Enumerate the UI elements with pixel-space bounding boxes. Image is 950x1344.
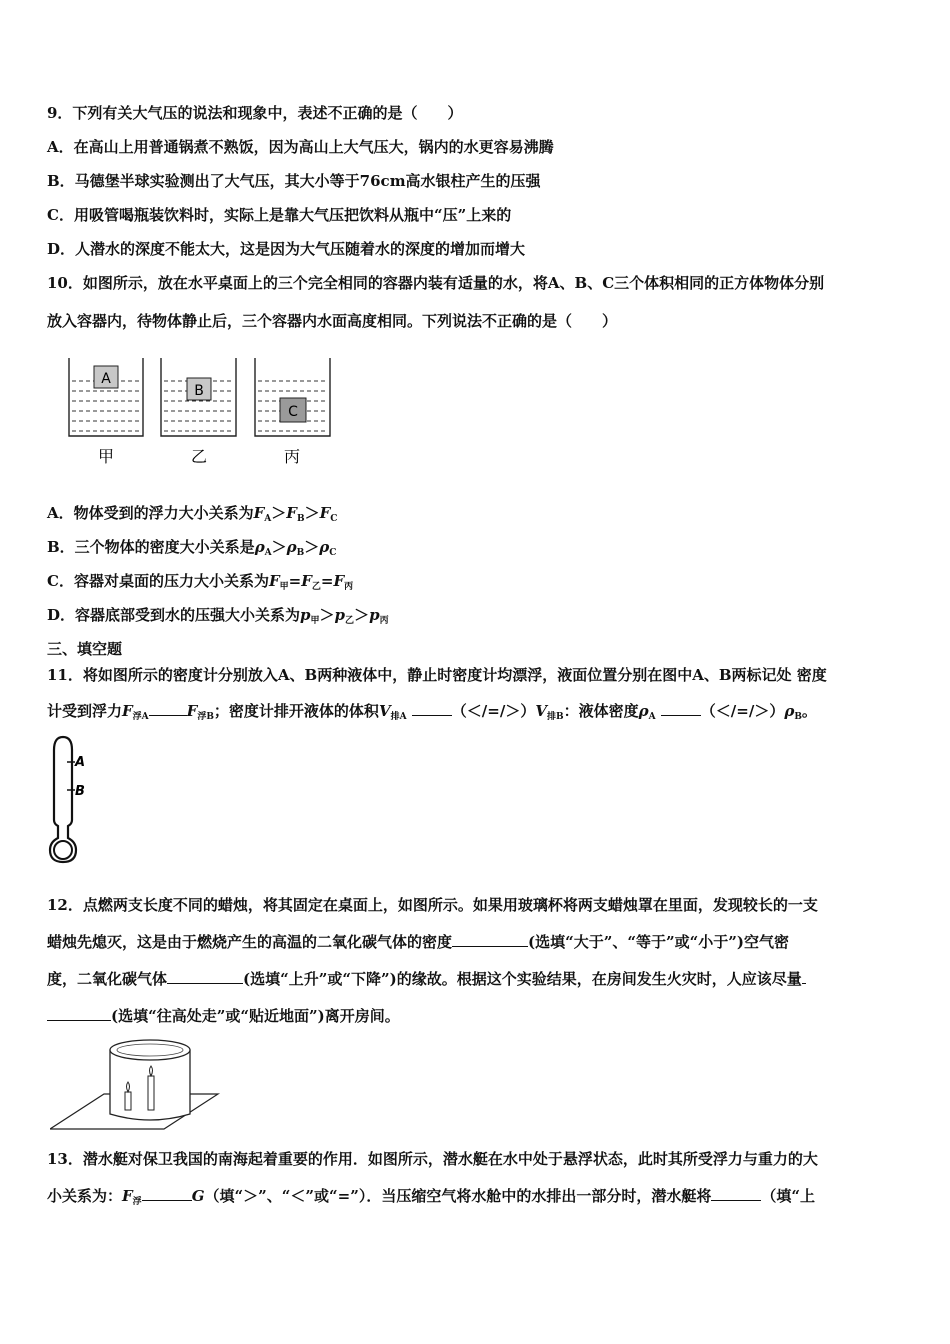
cube-c-label: C [288, 404, 298, 420]
q10-option-b: B．三个物体的密度大小关系是$\rho_A>\rho_B>\rho_C$ [47, 538, 337, 558]
container-label-bing: 丙 [283, 447, 301, 466]
q12-line2: 蜡烛先熄灭，这是由于燃烧产生的高温的二氧化碳气体的密度 (选填“大于”、“等于”或“小于”)空气密 [47, 933, 789, 951]
q11-blank-2[interactable] [412, 701, 452, 716]
q10-option-a: A．物体受到的浮力大小关系为$F_A>F_B>F_C$ [47, 504, 338, 524]
q10-containers-figure [60, 352, 340, 472]
hydrometer-figure [44, 732, 94, 867]
section-heading: 三、填空题 [47, 640, 123, 658]
q13-line1: 13．潜水艇对保卫我国的南海起着重要的作用．如图所示，潜水艇在水中处于悬浮状态，此时其所受浮力与重力的大 [47, 1150, 818, 1168]
q12-line3: 度，二氧化碳气体 (选填“上升”或“下降”)的缘故。根据这个实验结果，在房间发生火灾时，人应该尽量 [47, 969, 806, 989]
q11-line1: 11．将如图所示的密度计分别放入A、B两种液体中，静止时密度计均漂浮，液面位置分别在图中A、B两标记处 密度 [47, 666, 827, 684]
cube-b-label: B [194, 383, 204, 399]
q10-option-d: D．容器底部受到水的压强大小关系为$p_甲>p_乙>p_丙$ [47, 606, 389, 626]
container-label-yi: 乙 [190, 447, 208, 466]
q9-option-a: A．在高山上用普通锅煮不熟饭，因为高山上大气压大，锅内的水更容易沸腾 [47, 138, 554, 156]
q10-stem-line2: 放入容器内，待物体静止后，三个容器内水面高度相同。下列说法不正确的是（ ） [47, 312, 618, 330]
q9-option-d: D．人潜水的深度不能太大，这是因为大气压随着水的深度的增加而增大 [47, 240, 526, 258]
q13-line2: 小关系为：$F_浮$ G（填“＞”、“＜”或“=”）．当压缩空气将水舱中的水排出一部分时，潜水艇将 （填“上 [47, 1187, 815, 1207]
q9-stem: 9．下列有关大气压的说法和现象中，表述不正确的是（ ） [47, 104, 463, 122]
q10-stem-line1: 10．如图所示，放在水平桌面上的三个完全相同的容器内装有适量的水，将A、B、C三个体积相同的正方体物体分别 [47, 274, 825, 292]
q9-option-b: B．马德堡半球实验测出了大气压，其大小等于76cm高水银柱产生的压强 [47, 172, 541, 190]
candles-jar-figure [50, 1036, 222, 1132]
q11-blank-1[interactable] [149, 701, 187, 716]
q12-line1: 12．点燃两支长度不同的蜡烛，将其固定在桌面上，如图所示。如果用玻璃杯将两支蜡烛罩在里面，发现较长的一支 [47, 896, 818, 914]
q12-blank-2[interactable] [167, 969, 243, 984]
q12-blank-1[interactable] [452, 932, 528, 947]
hydrometer-mark-b: B [75, 784, 85, 799]
q11-line2: 计受到浮力$F_{浮A}$ $F_{浮B}$；密度计排开液体的体积$V_{排A}$ $(</=/>)V_{排B}$：液体密度$\rho_A$ $(</=/>)\rho_B$。 [47, 702, 817, 722]
q10-option-c: C．容器对桌面的压力大小关系为$F_甲=F_乙=F_丙$ [47, 572, 354, 592]
cube-a-label: A [101, 371, 111, 387]
container-label-jia: 甲 [97, 447, 115, 466]
q9-option-c: C．用吸管喝瓶装饮料时，实际上是靠大气压把饮料从瓶中“压”上来的 [47, 206, 512, 224]
q12-blank-3[interactable] [47, 1006, 111, 1021]
q12-line4: (选填“往高处走”或“贴近地面”)离开房间。 [47, 1006, 400, 1026]
hydrometer-mark-a: A [75, 755, 86, 770]
q13-blank-2[interactable] [711, 1186, 761, 1201]
q11-blank-3[interactable] [661, 701, 701, 716]
q13-blank-1[interactable] [142, 1186, 192, 1201]
